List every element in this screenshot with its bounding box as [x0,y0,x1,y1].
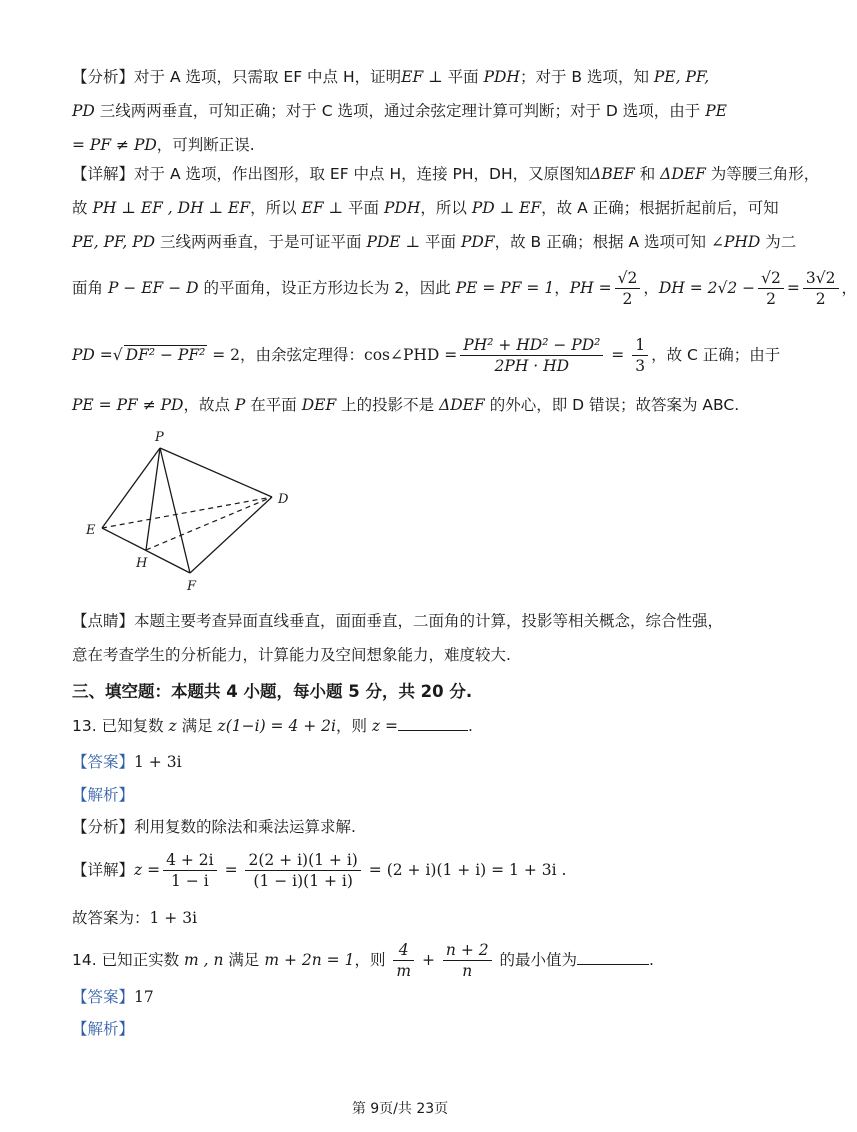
analysis-text: 利用复数的除法和乘法运算求解. [134,818,356,836]
fraction-cos [460,335,603,376]
final-text: 故答案为： [72,909,150,927]
q13-text: 满足 [176,717,218,735]
detail-text: 在平面 [245,396,302,414]
detail-math: EF ⊥ [301,199,349,217]
detail-math: PE, PF, PD [72,233,156,251]
analysis-paragraph [72,60,732,162]
detail-line-4 [72,268,857,309]
detail-text: 上的投影不是 [336,396,440,414]
fraction-ph [615,268,641,309]
fraction-denominator: 3 [635,357,646,375]
detail-math: PD ⊥ EF [471,199,542,217]
analysis-text-3: ；对于 B 选项，知 [519,68,649,86]
answer-blank [577,952,649,965]
analysis-math-2: PDH [478,68,520,86]
detail-math: P − EF − D [107,279,199,297]
q13-detail-math: z = [134,861,161,879]
fraction-denominator: 2 [766,290,776,308]
fraction-one-third [632,335,648,376]
vertex-label-p: P [155,430,164,445]
comment-text: 本题主要考查异面直线垂直，面面垂直，二面角的计算，投影等相关概念，综合性强，意在考查学生的分析能力，计算能力及空间想象能力，难度较大. [72,612,724,664]
analysis-text-2: 平面 [447,68,479,86]
detail-math: PDH [379,199,421,217]
q14-math: m , n [184,951,224,969]
q13-math: z = [371,717,399,735]
detail-tag: 【详解】 [72,861,135,879]
q14-fraction-2 [443,940,492,981]
q13-fraction-1 [163,850,217,891]
analysis-tag: 【分析】 [72,68,135,86]
detail-math: = [606,346,630,364]
fraction-denominator: n [462,962,473,980]
fraction-denominator: 1 − i [171,872,209,890]
detail-line-3 [72,230,796,252]
vertex-label-e: E [86,523,96,538]
q13-analysis [72,815,356,837]
q13-final [72,906,197,928]
detail-math: PE = PF ≠ PD [72,396,184,414]
fraction-denominator: m [396,962,412,980]
detail-text: ，故 C 正确；由于 [651,346,781,364]
detail-text: 和 [634,165,661,183]
detail-tag: 【详解】 [72,165,135,183]
q14-fraction-1 [393,940,414,981]
fraction-dh-1 [758,268,784,309]
detail-line-1 [72,162,819,184]
q14-stem [72,940,654,981]
detail-text: ，由余弦定理得： [240,346,365,364]
edge-ph [146,448,160,550]
fraction-numerator: 2(2 + i)(1 + i) [245,850,360,871]
detail-text: ，所以 [250,199,302,217]
q13-text: ，则 [335,717,372,735]
detail-math: ΔBEF [590,165,635,183]
q13-math: z [168,717,177,735]
detail-text: ，故点 [183,396,235,414]
comment-paragraph [72,604,732,672]
detail-text: ， [643,279,659,297]
jiexi-tag: 【解析】 [72,786,135,804]
detail-text: ，所以 [420,199,472,217]
detail-math: PH = [569,279,612,297]
final-value: 1 + 3i [149,909,198,927]
q13-jiexi [72,783,134,805]
q13-detail-math: = (2 + i)(1 + i) = 1 + 3i . [363,861,567,879]
fraction-denominator: (1 − i)(1 + i) [253,872,353,890]
fraction-numerator: √2 [615,268,641,289]
q14-text: 满足 [223,951,265,969]
detail-math: DH = 2√2 − [658,279,756,297]
fraction-numerator: 4 + 2i [163,850,217,871]
q14-math: + [417,951,440,969]
detail-math: P [234,396,246,414]
fraction-denominator: 2 [815,290,826,308]
q14-text: 的最小值为 [494,951,578,969]
q14-condition: m + 2n = 1 [264,951,355,969]
detail-line-5 [72,335,780,376]
fraction-numerator: 1 [632,335,648,356]
edge-hd-hidden [146,497,272,550]
q13-answer [72,750,182,772]
detail-text: 平面 [425,233,461,251]
detail-text: 故 [72,199,93,217]
section-heading: 三、填空题：本题共 4 小题，每小题 5 分，共 20 分. [72,682,473,701]
analysis-text-4: 三线两两垂直，可知正确；对于 C 选项，通过余弦定理计算可判断；对于 D 选项，由于 [99,102,701,120]
fraction-dh-2 [803,268,839,309]
q13-text: . [468,717,473,735]
analysis-math-4: PE = PF ≠ PD [72,102,727,154]
fraction-numerator: n + 2 [443,940,492,961]
detail-math: DEF [301,396,337,414]
detail-math: PE = PF = 1 [455,279,555,297]
q13-detail-math: = [219,861,243,879]
detail-math: = 2 [207,346,241,364]
vertex-label-h: H [136,556,148,571]
fraction-denominator: 2 [622,290,633,308]
detail-math: ΔDEF [439,396,485,414]
jiexi-tag: 【解析】 [72,1020,135,1038]
q14-text: . [649,951,654,969]
detail-text: ， [841,279,857,297]
q14-answer [72,985,154,1007]
q13-condition: z(1−i) = 4 + 2i [217,717,336,735]
vertex-label-f: F [187,579,197,594]
detail-text: 的平面角，设正方形边长为 2，因此 [198,279,456,297]
analysis-tag: 【分析】 [72,818,135,836]
detail-text: 面角 [72,279,108,297]
edge-pf [160,448,190,573]
fraction-numerator: √2 [758,268,784,289]
edge-ed-hidden [102,497,272,528]
detail-line-2 [72,196,779,218]
q14-text: ，则 [354,951,391,969]
detail-text: ，故 A 正确；根据折起前后，可知 [541,199,779,217]
detail-line-6 [72,393,739,415]
detail-text: ， [554,279,570,297]
analysis-text-5: ，可判断正误. [156,136,255,154]
detail-text: 的外心，即 D 错误；故答案为 ABC. [484,396,740,414]
sqrt-symbol: √ [112,346,123,364]
detail-text: 为等腰三角形， [705,165,820,183]
detail-math: PDE ⊥ [366,233,426,251]
detail-text: ，故 B 正确；根据 A 选项可知 [494,233,711,251]
detail-text: 三线两两垂直，于是可证平面 [155,233,367,251]
analysis-math-1: EF ⊥ [401,68,448,86]
answer-tag: 【答案】 [72,753,135,771]
detail-math: ΔDEF [660,165,706,183]
answer-tag: 【答案】 [72,988,135,1006]
q14-prefix: 14. 已知正实数 [72,951,185,969]
q13-prefix: 13. 已知复数 [72,717,169,735]
answer-value: 17 [134,988,154,1006]
detail-text: 对于 A 选项，作出图形，取 EF 中点 H，连接 PH，DH，又原图知 [134,165,591,183]
detail-math: = [786,279,800,297]
analysis-math-3: PE, PF, PD [72,68,710,120]
detail-text: 为二 [760,233,797,251]
fraction-numerator: 4 [393,940,414,961]
detail-math: ∠PHD [710,233,761,251]
detail-text: 平面 [348,199,380,217]
edge-fd [190,497,272,573]
detail-math: cos∠PHD = [364,346,458,364]
fraction-denominator: 2PH · HD [494,357,570,375]
sqrt-radicand: DF² − PF² [125,346,206,364]
answer-value: 1 + 3i [134,753,182,771]
edge-pd [160,448,272,497]
fraction-numerator: PH² + HD² − PD² [460,335,603,356]
q13-detail [72,850,566,891]
detail-math: PH ⊥ EF , DH ⊥ EF [92,199,251,217]
pyramid-figure [80,425,310,595]
detail-math: PD = [72,346,113,364]
q13-stem [72,714,473,736]
comment-tag: 【点睛】 [72,612,135,630]
vertex-label-d: D [278,492,289,507]
fraction-numerator: 3√2 [803,268,839,289]
detail-math: PDF [460,233,495,251]
page-number-footer: 第 9页/共 23页 [351,1101,449,1117]
q13-fraction-2 [245,850,360,891]
q14-jiexi [72,1017,134,1039]
analysis-text-1: 对于 A 选项，只需取 EF 中点 H，证明 [134,68,402,86]
answer-blank [398,718,468,731]
